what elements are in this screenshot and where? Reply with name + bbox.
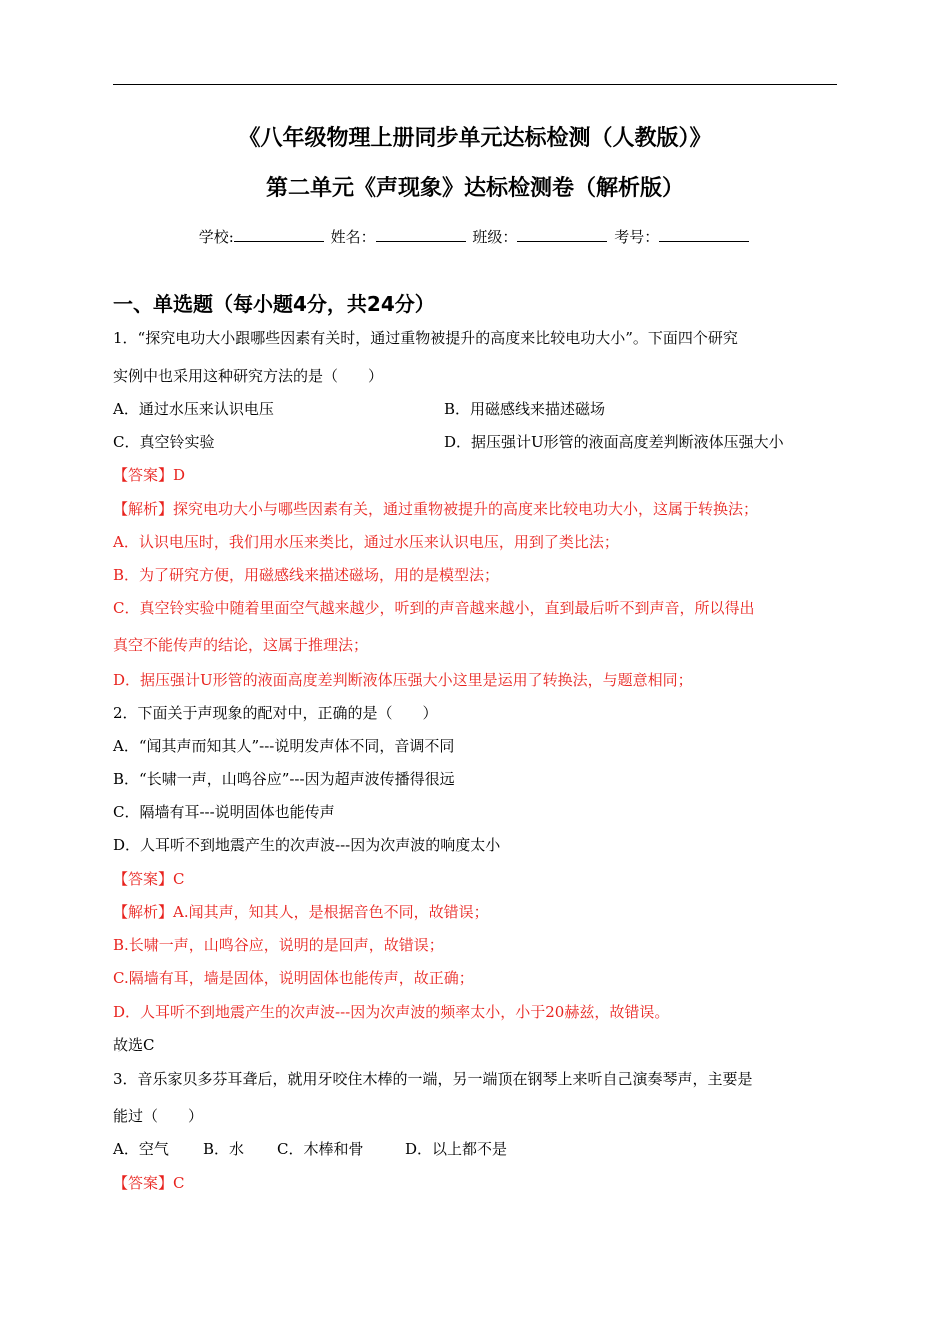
q2-stem: 2．下面关于声现象的配对中，正确的是（ ） xyxy=(113,704,438,722)
school-blank[interactable] xyxy=(234,227,324,242)
class-label: 班级： xyxy=(472,228,518,246)
answer-value: D xyxy=(173,466,186,484)
q2-option-d: D．人耳听不到地震产生的次声波---因为次声波的响度太小 xyxy=(113,836,501,854)
q3-stem-line1: 3．音乐家贝多芬耳聋后，就用牙咬住木棒的一端，另一端顶在钢琴上来听自己演奏琴声，主要是 xyxy=(113,1070,753,1088)
q2-option-c: C．隔墙有耳---说明固体也能传声 xyxy=(113,803,335,821)
q1-option-a: A．通过水压来认识电压 xyxy=(113,400,274,418)
q1-analysis-line2: A．认识电压时，我们用水压来类比，通过水压来认识电压，用到了类比法； xyxy=(113,533,619,551)
q2-analysis-line2: B.长啸一声，山鸣谷应，说明的是回声，故错误； xyxy=(113,936,444,954)
exam-no-label: 考号： xyxy=(614,228,660,246)
q1-option-b: B．用磁感线来描述磁场 xyxy=(444,400,606,418)
answer-tag: 【答案】 xyxy=(113,870,174,888)
q2-analysis-line1 xyxy=(113,901,489,923)
analysis-tag: 【解析】 xyxy=(113,500,174,518)
analysis-tag: 【解析】 xyxy=(113,903,174,921)
analysis-text: A.闻其声，知其人，是根据音色不同，故错误； xyxy=(173,903,489,921)
q1-analysis-line4: C．真空铃实验中随着里面空气越来越少，听到的声音越来越小，直到最后听不到声音，所以得出 xyxy=(113,599,755,617)
q1-answer xyxy=(113,464,185,486)
answer-value: C xyxy=(173,870,185,888)
answer-tag: 【答案】 xyxy=(113,466,174,484)
q3-option-c: C．木棒和骨 xyxy=(277,1140,364,1158)
answer-tag: 【答案】 xyxy=(113,1174,174,1192)
q2-answer xyxy=(113,868,185,890)
q1-stem-line2: 实例中也采用这种研究方法的是（ ） xyxy=(113,367,384,385)
q2-conclusion: 故选C xyxy=(113,1036,155,1054)
school-label: 学校: xyxy=(198,228,234,246)
q1-stem-line1: 1．“探究电功大小跟哪些因素有关时，通过重物被提升的高度来比较电功大小”。下面四个研究 xyxy=(113,329,738,347)
q3-options xyxy=(113,1138,507,1160)
q1-analysis-line5: 真空不能传声的结论，这属于推理法； xyxy=(113,636,369,654)
q2-analysis-line3: C.隔墙有耳，墙是固体，说明固体也能传声，故正确； xyxy=(113,969,474,987)
q3-option-b: B．水 xyxy=(203,1140,245,1158)
analysis-text: 探究电功大小与哪些因素有关，通过重物被提升的高度来比较电功大小，这属于转换法； xyxy=(173,500,759,518)
q3-option-d: D．以上都不是 xyxy=(405,1140,508,1158)
q1-analysis-line6: D．据压强计U形管的液面高度差判断液体压强大小这里是运用了转换法，与题意相同； xyxy=(113,671,693,689)
paper-title: 第二单元《声现象》达标检测卷（解析版） xyxy=(265,176,684,201)
name-blank[interactable] xyxy=(376,227,466,242)
header-rule xyxy=(113,84,837,85)
q3-option-a: A．空气 xyxy=(113,1140,169,1158)
name-label: 姓名： xyxy=(330,228,376,246)
q1-analysis-line1 xyxy=(113,498,758,520)
q3-answer xyxy=(113,1172,185,1194)
q1-option-c: C．真空铃实验 xyxy=(113,433,215,451)
student-info-line xyxy=(0,226,950,247)
q3-stem-line2: 能过（ ） xyxy=(113,1107,204,1125)
q1-analysis-line3: B．为了研究方便，用磁感线来描述磁场，用的是模型法； xyxy=(113,566,500,584)
answer-value: C xyxy=(173,1174,185,1192)
class-blank[interactable] xyxy=(517,227,607,242)
exam-no-blank[interactable] xyxy=(659,227,749,242)
section-heading: 一、单选题（每小题4分，共24分） xyxy=(113,292,435,316)
series-title: 《八年级物理上册同步单元达标检测（人教版）》 xyxy=(238,126,712,151)
q2-option-b: B．“长啸一声，山鸣谷应”---因为超声波传播得很远 xyxy=(113,770,455,788)
q2-option-a: A．“闻其声而知其人”---说明发声体不同，音调不同 xyxy=(113,737,455,755)
q2-analysis-line4: D．人耳听不到地震产生的次声波---因为次声波的频率太小，小于20赫兹，故错误。 xyxy=(113,1003,670,1021)
q1-option-d: D．据压强计U形管的液面高度差判断液体压强大小 xyxy=(444,433,784,451)
